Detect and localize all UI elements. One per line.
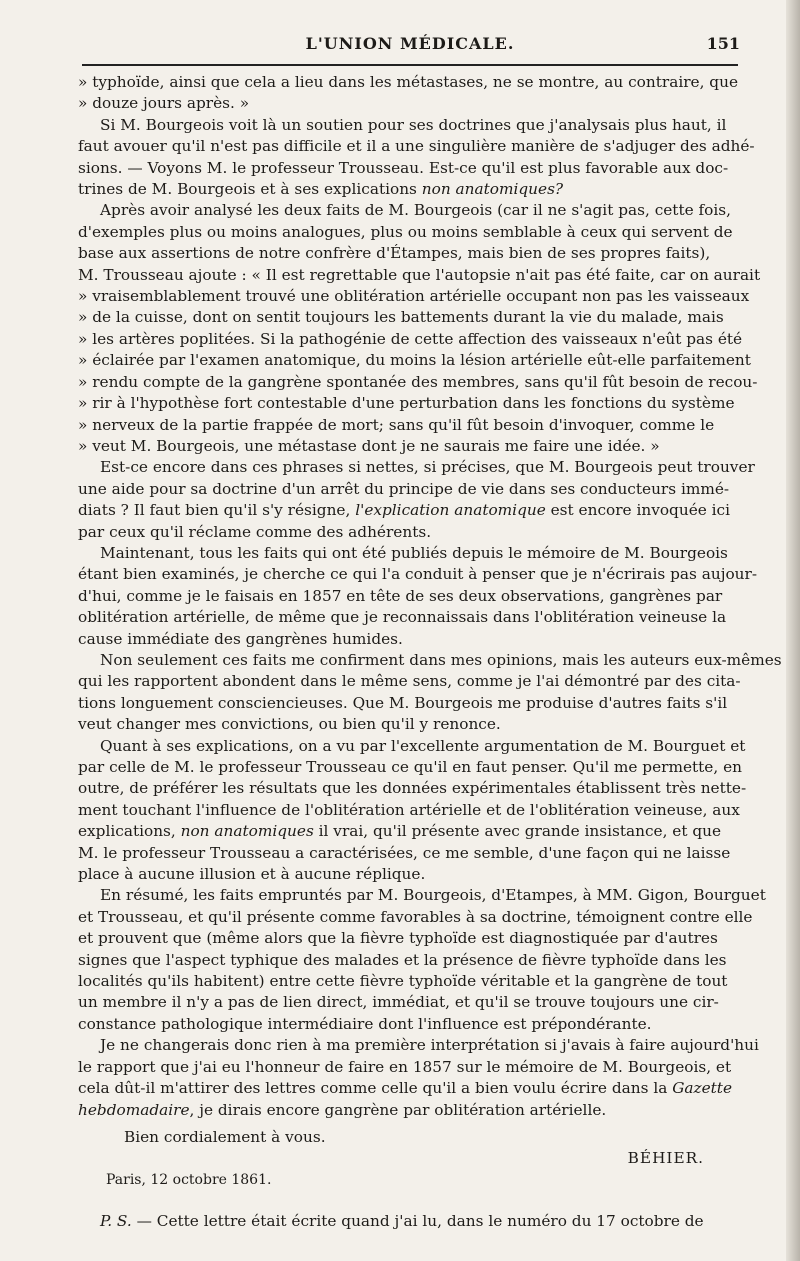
text-line: Quant à ses explications, on a vu par l'excellente argumentation de M. Bourguet et	[100, 736, 746, 755]
text-line: explications, non anatomiques il vrai, qu'il présente avec grande insistance, et que	[78, 822, 722, 841]
text-line: Si M. Bourgeois voit là un soutien pour ses doctrines que j'analysais plus haut, il	[100, 115, 727, 134]
text-line: M. Trousseau ajoute : « Il est regrettable que l'autopsie n'ait pas été faite, car on aurait	[78, 265, 761, 284]
text-line: base aux assertions de notre confrère d'Étampes, mais bien de ses propres faits),	[78, 244, 711, 263]
postscript-label: P. S.	[100, 1212, 132, 1231]
text-line: Je ne changerais donc rien à ma première interprétation si j'avais à faire aujourd'hui	[100, 1036, 759, 1055]
paragraph-explanations	[78, 736, 747, 886]
page-edge-shadow	[786, 0, 800, 1261]
text-line: et Trousseau, et qu'il présente comme favorables à sa doctrine, témoignent contre elle	[78, 907, 753, 926]
text-line: et prouvent que (même alors que la fièvre typhoïde est diagnostiquée par d'autres	[78, 929, 718, 948]
text-line: » de la cuisse, dont on sentit toujours les battements durant la vie du malade, mais	[78, 308, 724, 327]
text-line: » veut M. Bourgeois, une métastase dont je ne saurais me faire une idée. »	[78, 436, 660, 455]
text-line: hebdomadaire, je dirais encore gangrène par oblitération artérielle.	[78, 1100, 607, 1119]
text-line: ment touchant l'influence de l'oblitération artérielle et de l'oblitération veineuse, aux	[78, 800, 740, 819]
text-line: » vraisemblablement trouvé une oblitération artérielle occupant non pas les vaisseaux	[78, 287, 750, 306]
text-line: » douze jours après. »	[78, 94, 250, 113]
salutation: Bien cordialement à vous.	[124, 1127, 326, 1146]
text-line: localités qu'ils habitent) entre cette fièvre typhoïde véritable et la gangrène de tout	[78, 972, 728, 991]
italic-phrase: l'explication anatomique	[355, 501, 546, 520]
paragraph-quote-end	[78, 72, 742, 115]
header-rule	[82, 64, 738, 66]
text-line: veut changer mes convictions, ou bien qu'il y renonce.	[78, 715, 501, 734]
text-line: cause immédiate des gangrènes humides.	[78, 629, 403, 648]
text-line: outre, de préférer les résultats que les données expérimentales établissent très nette-	[78, 779, 747, 798]
text-line: Maintenant, tous les faits qui ont été publiés depuis le mémoire de M. Bourgeois	[100, 543, 728, 562]
paragraph-opinions-confirmed	[78, 650, 782, 736]
text-line: » les artères poplitées. Si la pathogénie de cette affection des vaisseaux n'eût pas été	[78, 329, 743, 348]
text-line: Après avoir analysé les deux faits de M. Bourgeois (car il ne s'agit pas, cette fois,	[100, 201, 731, 220]
italic-phrase: Gazette	[672, 1079, 733, 1098]
text-line: cela dût-il m'attirer des lettres comme celle qu'il a bien voulu écrire dans la Gazette	[78, 1079, 733, 1098]
text-line: » rendu compte de la gangrène spontanée des membres, sans qu'il fût besoin de recou-	[78, 372, 758, 391]
text-line: » nerveux de la partie frappée de mort; sans qu'il fût besoin d'invoquer, comme le	[78, 415, 715, 434]
text-line: diats ? Il faut bien qu'il s'y résigne, l'explication anatomique est encore invoquée ici	[78, 501, 731, 520]
text-line: oblitération artérielle, de même que je reconnaissais dans l'oblitération veineuse la	[78, 608, 727, 627]
spacer	[78, 1191, 742, 1211]
paragraph-summary	[78, 885, 766, 1035]
text-line: place à aucune illusion et à aucune réplique.	[78, 865, 426, 884]
text-line: signes que l'aspect typhique des malades et la présence de fièvre typhoïde dans les	[78, 950, 727, 969]
text-line: En résumé, les faits empruntés par M. Bourgeois, d'Etampes, à MM. Gigon, Bourguet	[100, 886, 766, 905]
text-line: sions. — Voyons M. le professeur Trousseau. Est-ce qu'il est plus favorable aux doc-	[78, 158, 729, 177]
text-line: un membre il n'y a pas de lien direct, immédiat, et qu'il se trouve toujours une cir-	[78, 993, 719, 1012]
journal-title: L'UNION MÉDICALE.	[305, 34, 515, 53]
paragraph-conclusion	[78, 1035, 759, 1121]
running-head	[80, 30, 740, 62]
text-line: par celle de M. le professeur Trousseau ce qu'il en faut penser. Qu'il me permette, en	[78, 758, 742, 776]
italic-phrase: hebdomadaire	[78, 1100, 190, 1119]
text-line: d'exemples plus ou moins analogues, plus ou moins semblable à ceux qui servent de	[78, 222, 733, 241]
paragraph-trousseau-quote	[78, 200, 761, 457]
italic-phrase: non anatomiques	[180, 822, 314, 841]
text-line: trines de M. Bourgeois et à ses explications non anatomiques?	[78, 180, 564, 199]
text-line: M. le professeur Trousseau a caractérisées, ce me semble, d'une façon qui ne laisse	[78, 843, 731, 862]
italic-phrase: non anatomiques?	[421, 180, 564, 199]
text-line: qui les rapportent abondent dans le même sens, comme je l'ai démontré par des cita-	[78, 672, 741, 691]
text-line: » rir à l'hypothèse fort contestable d'une perturbation dans les fonctions du système	[78, 394, 735, 413]
text-line: constance pathologique intermédiaire dont l'influence est prépondérante.	[78, 1014, 652, 1033]
paragraph-anatomical-explanation	[78, 457, 755, 543]
text-line: » typhoïde, ainsi que cela a lieu dans les métastases, ne se montre, au contraire, que	[78, 73, 738, 91]
text-line: » éclairée par l'examen anatomique, du moins la lésion artérielle eût-elle parfaitement	[78, 351, 751, 370]
text-line: par ceux qu'il réclame comme des adhérents.	[78, 522, 432, 541]
text-line: faut avouer qu'il n'est pas difficile et il a une singulière manière de s'adjuger des adhé-	[78, 137, 755, 156]
letter-body	[78, 72, 782, 1233]
text-line: Non seulement ces faits me confirment dans mes opinions, mais les auteurs eux-mêmes	[100, 650, 782, 669]
postscript: P. S. — Cette lettre était écrite quand j'ai lu, dans le numéro du 17 octobre de	[100, 1212, 704, 1231]
signature: BÉHIER.	[627, 1149, 704, 1168]
paragraph-bourgeois-doctrines	[78, 115, 755, 201]
text-line: Est-ce encore dans ces phrases si nettes, si précises, que M. Bourgeois peut trouver	[100, 458, 755, 477]
page-number: 151	[706, 34, 740, 53]
text-line: une aide pour sa doctrine d'un arrêt du principe de vie dans ses conducteurs immé-	[78, 479, 730, 498]
text-line: d'hui, comme je le faisais en 1857 en tête de ses deux observations, gangrènes par	[78, 586, 723, 605]
dateline: Paris, 12 octobre 1861.	[106, 1171, 272, 1188]
text-line: le rapport que j'ai eu l'honneur de faire en 1857 sur le mémoire de M. Bourgeois, et	[78, 1057, 732, 1076]
text-line: tions longuement consciencieuses. Que M. Bourgeois me produise d'autres faits s'il	[78, 693, 728, 712]
text-line: étant bien examinés, je cherche ce qui l'a conduit à penser que je n'écrirais pas aujour-	[78, 565, 757, 584]
paragraph-facts-examined	[78, 543, 757, 650]
